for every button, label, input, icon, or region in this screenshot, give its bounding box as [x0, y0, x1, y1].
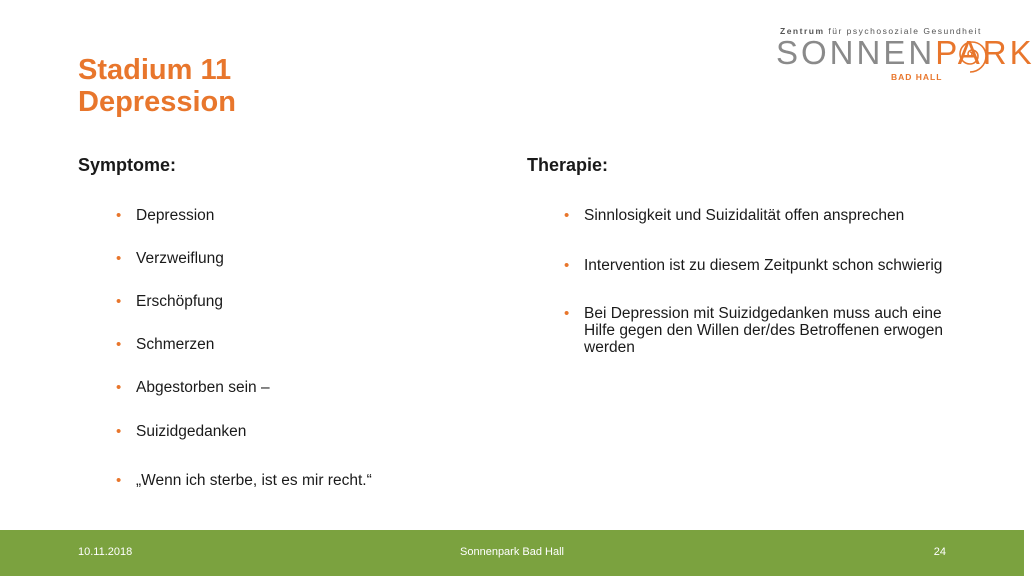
- bullet-icon: •: [116, 423, 122, 440]
- list-item: [564, 207, 974, 224]
- bullet-icon: •: [116, 336, 122, 353]
- bullet-icon: •: [116, 293, 122, 310]
- bullet-icon: •: [116, 379, 122, 396]
- logo-tagline-bold: Zentrum: [780, 26, 825, 36]
- list-item-text: Schmerzen: [136, 336, 215, 353]
- symptoms-heading: Symptome:: [78, 155, 177, 175]
- bullet-icon: •: [116, 207, 122, 224]
- list-item: [116, 336, 476, 353]
- list-item-text: Depression: [136, 207, 215, 224]
- list-item: [116, 293, 476, 310]
- sonnenpark-logo: [776, 26, 1035, 82]
- list-item: [116, 379, 476, 396]
- bullet-icon: •: [564, 207, 570, 224]
- list-item: [116, 472, 476, 489]
- list-item-text: Abgestorben sein –: [136, 379, 270, 396]
- bullet-icon: •: [564, 257, 570, 274]
- logo-word-park: PARK: [935, 34, 1035, 71]
- bullet-icon: •: [116, 250, 122, 267]
- logo-word-sonnen: SONNEN: [776, 34, 936, 71]
- slide-title-line1: Stadium 11: [78, 54, 232, 86]
- list-item-text: „Wenn ich sterbe, ist es mir recht.“: [136, 472, 372, 489]
- list-item: [564, 257, 974, 274]
- bullet-icon: •: [116, 472, 122, 489]
- logo-subtitle: BAD HALL: [891, 72, 943, 82]
- list-item: [116, 423, 476, 440]
- list-item: [564, 305, 974, 356]
- symptoms-list: [116, 207, 476, 489]
- list-item-text: Intervention ist zu diesem Zeitpunkt schon schwierig: [584, 257, 943, 274]
- slide-title-line2: Depression: [78, 86, 236, 118]
- footer-title: Sonnenpark Bad Hall: [460, 546, 564, 558]
- spiral-logo-icon: [952, 36, 988, 72]
- therapy-list: [564, 207, 974, 356]
- list-item-text: Erschöpfung: [136, 293, 224, 310]
- list-item-text: Sinnlosigkeit und Suizidalität offen ansprechen: [584, 207, 905, 224]
- list-item-text: Suizidgedanken: [136, 423, 247, 440]
- page-number: 24: [933, 546, 946, 558]
- list-item-text: Verzweiflung: [136, 250, 224, 267]
- list-item: [116, 207, 476, 224]
- footer-bar: [0, 530, 1024, 576]
- slide-title: [78, 54, 236, 118]
- footer-date: 10.11.2018: [78, 546, 133, 558]
- therapy-heading: Therapie:: [527, 155, 609, 175]
- bullet-icon: •: [564, 305, 570, 322]
- list-item-text: Bei Depression mit Suizidgedanken muss auch eine Hilfe gegen den Willen der/des Betroffenen erwogen werden: [584, 305, 944, 356]
- logo-tagline-rest: für psychosoziale Gesundheit: [824, 26, 982, 36]
- logo-wordmark: [776, 36, 1035, 70]
- list-item: [116, 250, 476, 267]
